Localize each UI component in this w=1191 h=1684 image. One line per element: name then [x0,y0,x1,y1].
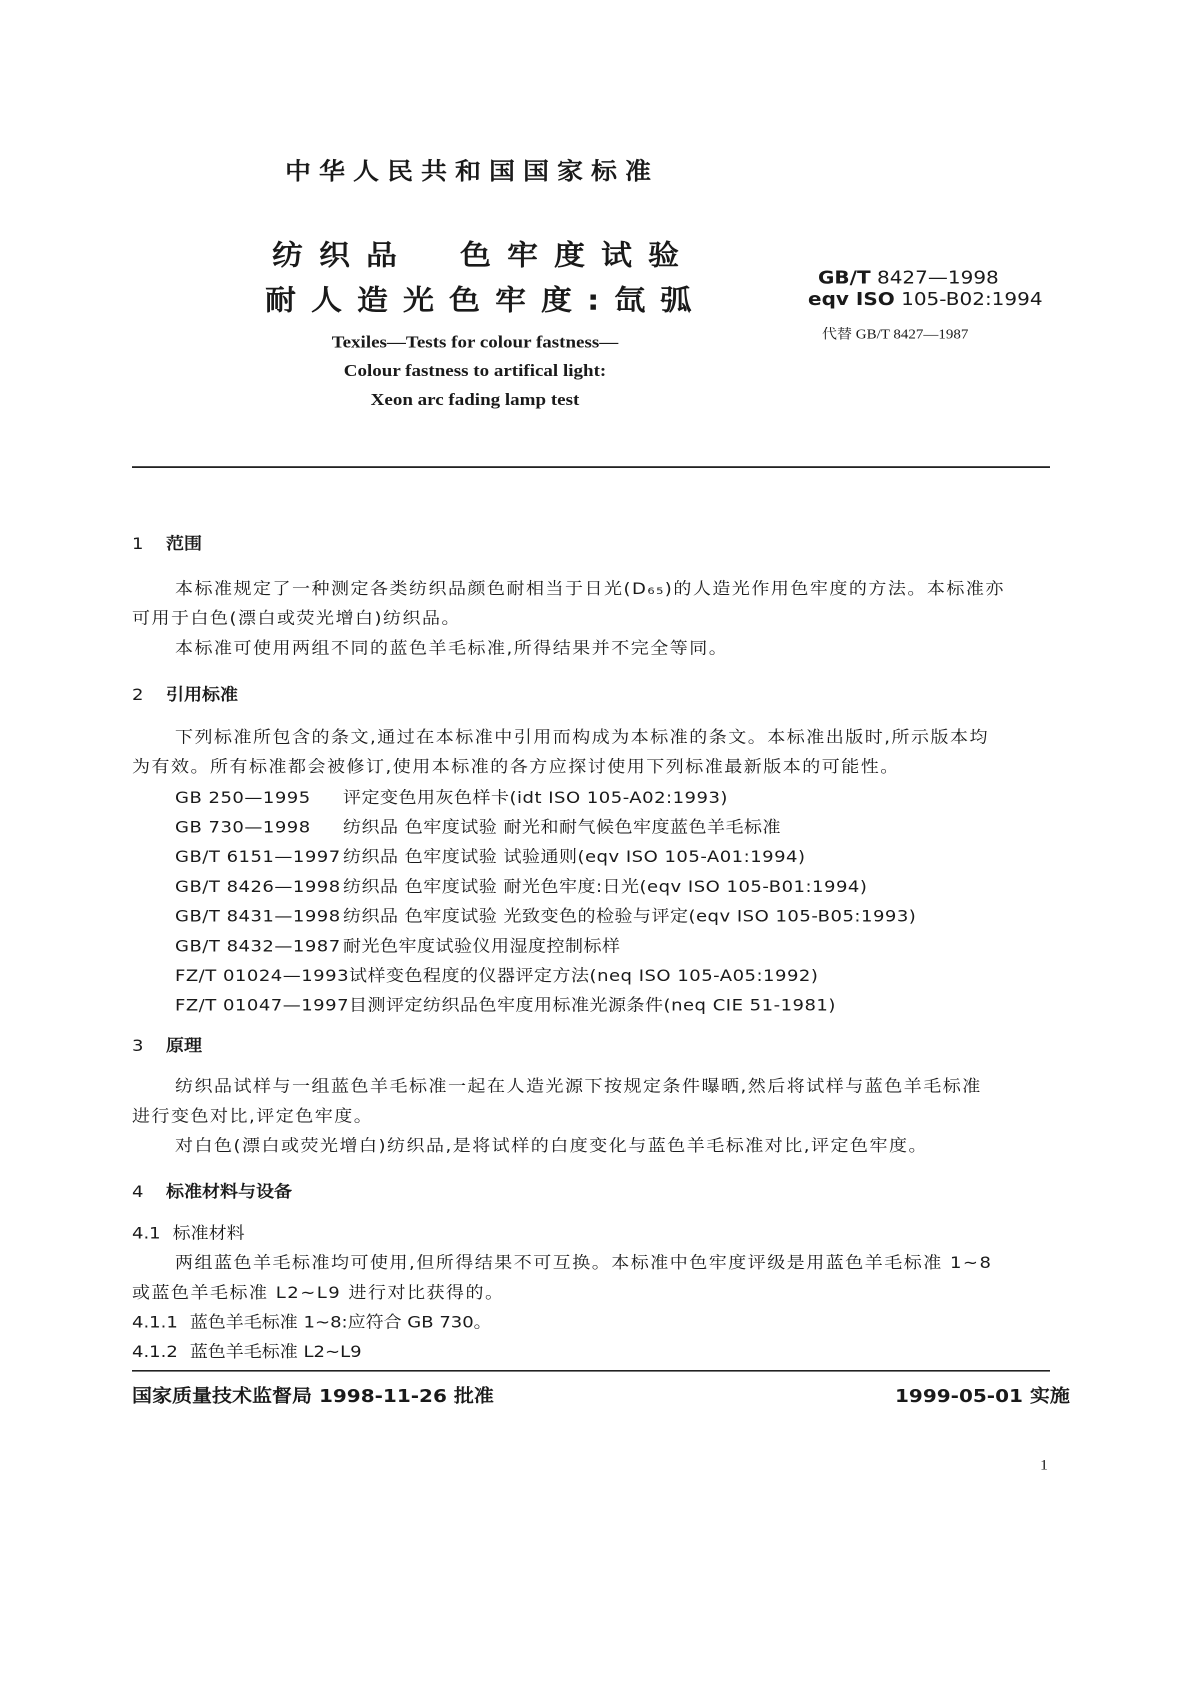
title-en-line1: Texiles—Tests for colour fastness— [331,333,619,352]
paragraph-line: 对白色(漂白或荧光增白)纺织品,是将试样的白度变化与蓝色羊毛标准对比,评定色牢度。 [175,1136,928,1156]
reference-item [175,815,781,838]
section-number: 3 [132,1036,144,1056]
reference-code: GB/T 8431—1998 [175,907,341,927]
reference-title: 试样变色程度的仪器评定方法(neq ISO 105-A05:1992) [349,966,819,986]
reference-title: 纺织品 色牢度试验 试验通则(eqv ISO 105-A01:1994) [343,847,806,867]
paragraph-line: 两组蓝色羊毛标准均可使用,但所得结果不可互换。本标准中色牢度评级是用蓝色羊毛标准 1~8 [175,1253,993,1273]
header-divider [132,466,1050,468]
reference-code: GB/T 6151—1997 [175,847,341,867]
footer-divider [132,1370,1050,1372]
section-heading [132,1033,202,1056]
reference-item [175,874,867,897]
effective-date: 1999-05-01 实施 [895,1385,1070,1407]
reference-title: 纺织品 色牢度试验 耐光色牢度:日光(eqv ISO 105-B01:1994) [343,877,868,897]
reference-code: GB 730—1998 [175,818,311,837]
reference-code: GB/T 8432—1987 [175,936,341,956]
reference-item [175,933,621,956]
page-number: 1 [1040,1458,1048,1474]
subsection-text: 蓝色羊毛标准 L2~L9 [189,1342,362,1362]
approval-line: 国家质量技术监督局 1998-11-26 批准 [132,1385,494,1407]
reference-title: 目测评定纺织品色牢度用标准光源条件(neq CIE 51-1981) [349,996,836,1016]
reference-title: 评定变色用灰色样卡(idt ISO 105-A02:1993) [343,788,728,808]
section-heading [132,531,202,554]
section-title: 标准材料与设备 [166,1182,292,1202]
section-title: 引用标准 [166,685,238,705]
section-number: 1 [132,534,144,554]
equivalent-standard [808,288,1043,310]
section-heading [132,682,238,705]
national-standard-heading: 中华人民共和国国家标准 [285,158,660,186]
standard-number-prefix: GB/T [818,266,871,288]
standard-number-value: 8427—1998 [876,266,999,288]
reference-title: 耐光色牢度试验仪用湿度控制标样 [343,936,621,956]
reference-item [175,993,836,1016]
subsection-heading [132,1220,245,1243]
title-en-line2: Colour fastness to artifical light: [343,361,607,381]
paragraph-line: 进行变色对比,评定色牢度。 [132,1107,374,1126]
section-heading [132,1179,292,1202]
paragraph-line: 纺织品试样与一组蓝色羊毛标准一起在人造光源下按规定条件曝晒,然后将试样与蓝色羊毛标准 [175,1077,982,1097]
paragraph-line: 下列标准所包含的条文,通过在本标准中引用而构成为本标准的条文。本标准出版时,所示版本均 [175,728,989,747]
paragraph-line: 本标准可使用两组不同的蓝色羊毛标准,所得结果并不完全等同。 [175,639,729,658]
paragraph-line: 本标准规定了一种测定各类纺织品颜色耐相当于日光(D₆₅)的人造光作用色牢度的方法。本标准亦 [175,579,1005,599]
section-number: 2 [132,685,144,705]
reference-title: 纺织品 色牢度试验 光致变色的检验与评定(eqv ISO 105-B05:1993) [343,907,917,927]
section-number: 4 [132,1182,144,1202]
title-cn-line2: 耐人造光色牢度:氙弧 [265,284,707,317]
paragraph-line: 或蓝色羊毛标准 L2~L9 进行对比获得的。 [132,1283,505,1303]
replaces-standard: 代替 GB/T 8427—1987 [822,327,969,342]
standard-number [818,266,999,288]
section-title: 原理 [166,1036,202,1056]
paragraph-line: 可用于白色(漂白或荧光增白)纺织品。 [132,609,462,629]
reference-code: GB 250—1995 [175,788,311,808]
reference-item [175,963,818,986]
reference-code: FZ/T 01047—1997 [175,996,350,1016]
title-en-line3: Xeon arc fading lamp test [370,390,580,410]
section-title: 范围 [166,534,202,554]
subsection-item [132,1339,362,1362]
reference-code: FZ/T 01024—1993 [175,966,350,986]
subsection-number: 4.1 [132,1224,161,1243]
title-cn-line1-part-a: 纺织品 [272,239,413,272]
equivalent-standard-value: 105-B02:1994 [901,288,1043,310]
subsection-item [132,1310,492,1333]
subsection-number: 4.1.2 [132,1342,178,1362]
reference-code: GB/T 8426—1998 [175,877,341,897]
equivalent-standard-prefix: eqv ISO [808,288,895,310]
paragraph-line: 为有效。所有标准都会被修订,使用本标准的各方应探讨使用下列标准最新版本的可能性。 [132,757,900,777]
title-cn-line1-part-b: 色牢度试验 [460,239,695,272]
subsection-number: 4.1.1 [132,1313,178,1332]
reference-title: 纺织品 色牢度试验 耐光和耐气候色牢度蓝色羊毛标准 [343,818,781,837]
subsection-title: 标准材料 [172,1224,245,1243]
reference-item [175,904,916,927]
subsection-text: 蓝色羊毛标准 1~8:应符合 GB 730。 [189,1313,492,1332]
reference-item [175,785,728,808]
reference-item [175,844,806,867]
